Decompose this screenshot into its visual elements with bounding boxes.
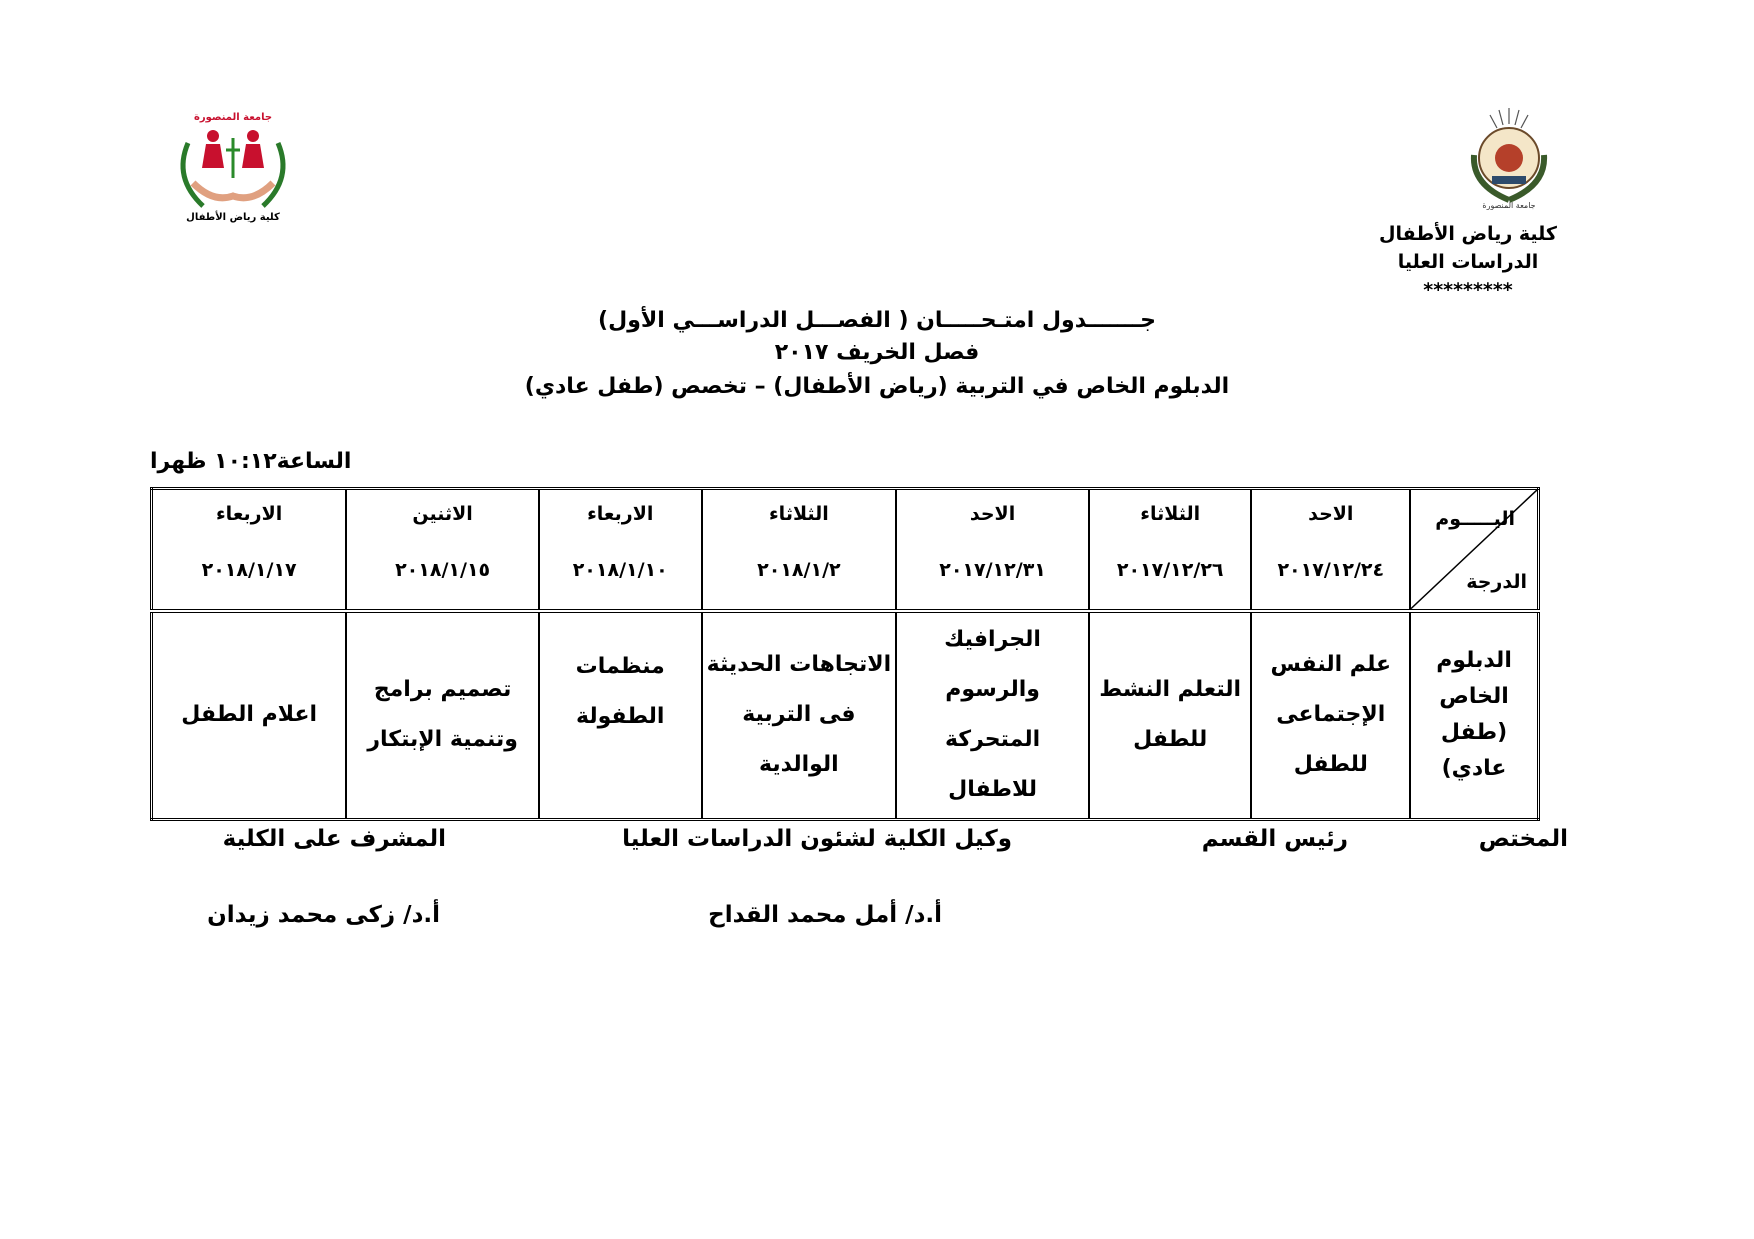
degree-cell [1410,611,1538,820]
exam-schedule-title: جـــــــدول امتـحـــــان ( الفصـــل الدراســـي الأول) [598,308,1156,333]
exam-date: ٢٠١٨/١/١٥ [395,559,491,582]
degree-line: الخاص [1439,684,1509,710]
college-header [1368,220,1568,304]
day-name: الثلاثاء [1140,503,1201,526]
course-cell [539,611,702,820]
course-line: الاتجاهات الحديثة [706,652,892,678]
column-header [1089,489,1252,611]
department-name: الدراسات العليا [1397,251,1539,273]
course-cell [1251,611,1410,820]
course-line: فى التربية [742,702,856,728]
logo-text-top: جامعة المنصورة [193,112,273,123]
day-name: الاحد [969,503,1016,526]
course-cell [896,611,1089,820]
course-line: والرسوم [945,677,1040,703]
column-header [896,489,1089,611]
semester-title: فصل الخريف ٢٠١٧ [774,340,980,365]
column-header [1251,489,1410,611]
college-name: كلية رياض الأطفال [1379,223,1557,245]
course-line: الجرافيك [944,627,1041,653]
university-emblem-logo [1454,100,1564,210]
exam-date: ٢٠١٧/١٢/٢٤ [1277,559,1385,582]
vice-dean-name: أ.د/ أمل محمد القداح [708,902,942,928]
exam-date: ٢٠١٨/١/١٠ [572,559,668,582]
day-name: الاثنين [412,503,473,526]
corner-header-cell [1410,489,1538,611]
exam-date: ٢٠١٧/١٢/٣١ [939,559,1046,582]
course-cell [346,611,539,820]
course-line: التعلم النشط [1099,677,1242,703]
course-line: الوالدية [759,752,839,778]
exam-time-label: الساعة١٠:١٢ ظهرا [150,449,352,474]
course-cell [1089,611,1252,820]
course-line: علم النفس [1270,652,1392,678]
program-title: الدبلوم الخاص في التربية (رياض الأطفال) – تخصص (طفل عادي) [524,374,1230,399]
specialist-signature-label: المختص [1478,826,1568,852]
course-cell [152,611,347,820]
degree-line: (طفل [1440,720,1508,746]
course-line: اعلام الطفل [181,702,318,728]
exam-schedule-table [150,487,1540,821]
department-head-signature-label: رئيس القسم [1201,826,1348,852]
day-name: الاحد [1308,503,1354,526]
course-line: الطفولة [576,704,665,730]
supervisor-signature-label: المشرف على الكلية [222,826,446,852]
column-header [346,489,539,611]
degree-line: الدبلوم [1436,648,1512,674]
course-line: للطفل [1293,752,1368,778]
course-line: تصميم برامج [373,677,512,703]
course-line: وتنمية الإبتكار [367,727,518,753]
exam-date: ٢٠١٨/١/١٧ [201,559,297,582]
column-header [539,489,702,611]
column-header [702,489,897,611]
exam-date: ٢٠١٨/١/٢ [757,559,841,582]
course-cell [702,611,897,820]
vice-dean-signature-label: وكيل الكلية لشئون الدراسات العليا [622,826,1012,852]
day-name: الثلاثاء [768,503,829,526]
table-row [152,611,1539,820]
stars-divider: ********* [1423,279,1513,301]
course-line: منظمات [575,654,665,680]
table-header-row [152,489,1539,611]
course-line: للطفل [1133,727,1208,753]
degree-axis-label: الدرجة [1466,570,1527,593]
exam-date: ٢٠١٧/١٢/٢٦ [1116,559,1224,582]
svg-text:جامعة المنصورة: جامعة المنصورة [1482,201,1536,210]
course-line: الإجتماعى [1276,702,1386,728]
kindergarten-college-logo [168,108,298,223]
day-axis-label: اليـــــوم [1435,508,1515,530]
supervisor-name: أ.د/ زكى محمد زيدان [207,902,440,928]
course-line: المتحركة للاطفال [944,727,1041,803]
degree-line: عادي) [1441,756,1507,782]
logo-text-bottom: كلية رياض الأطفال [186,212,280,223]
day-name: الاربعاء [587,503,654,526]
day-name: الاربعاء [215,503,283,526]
column-header [152,489,347,611]
